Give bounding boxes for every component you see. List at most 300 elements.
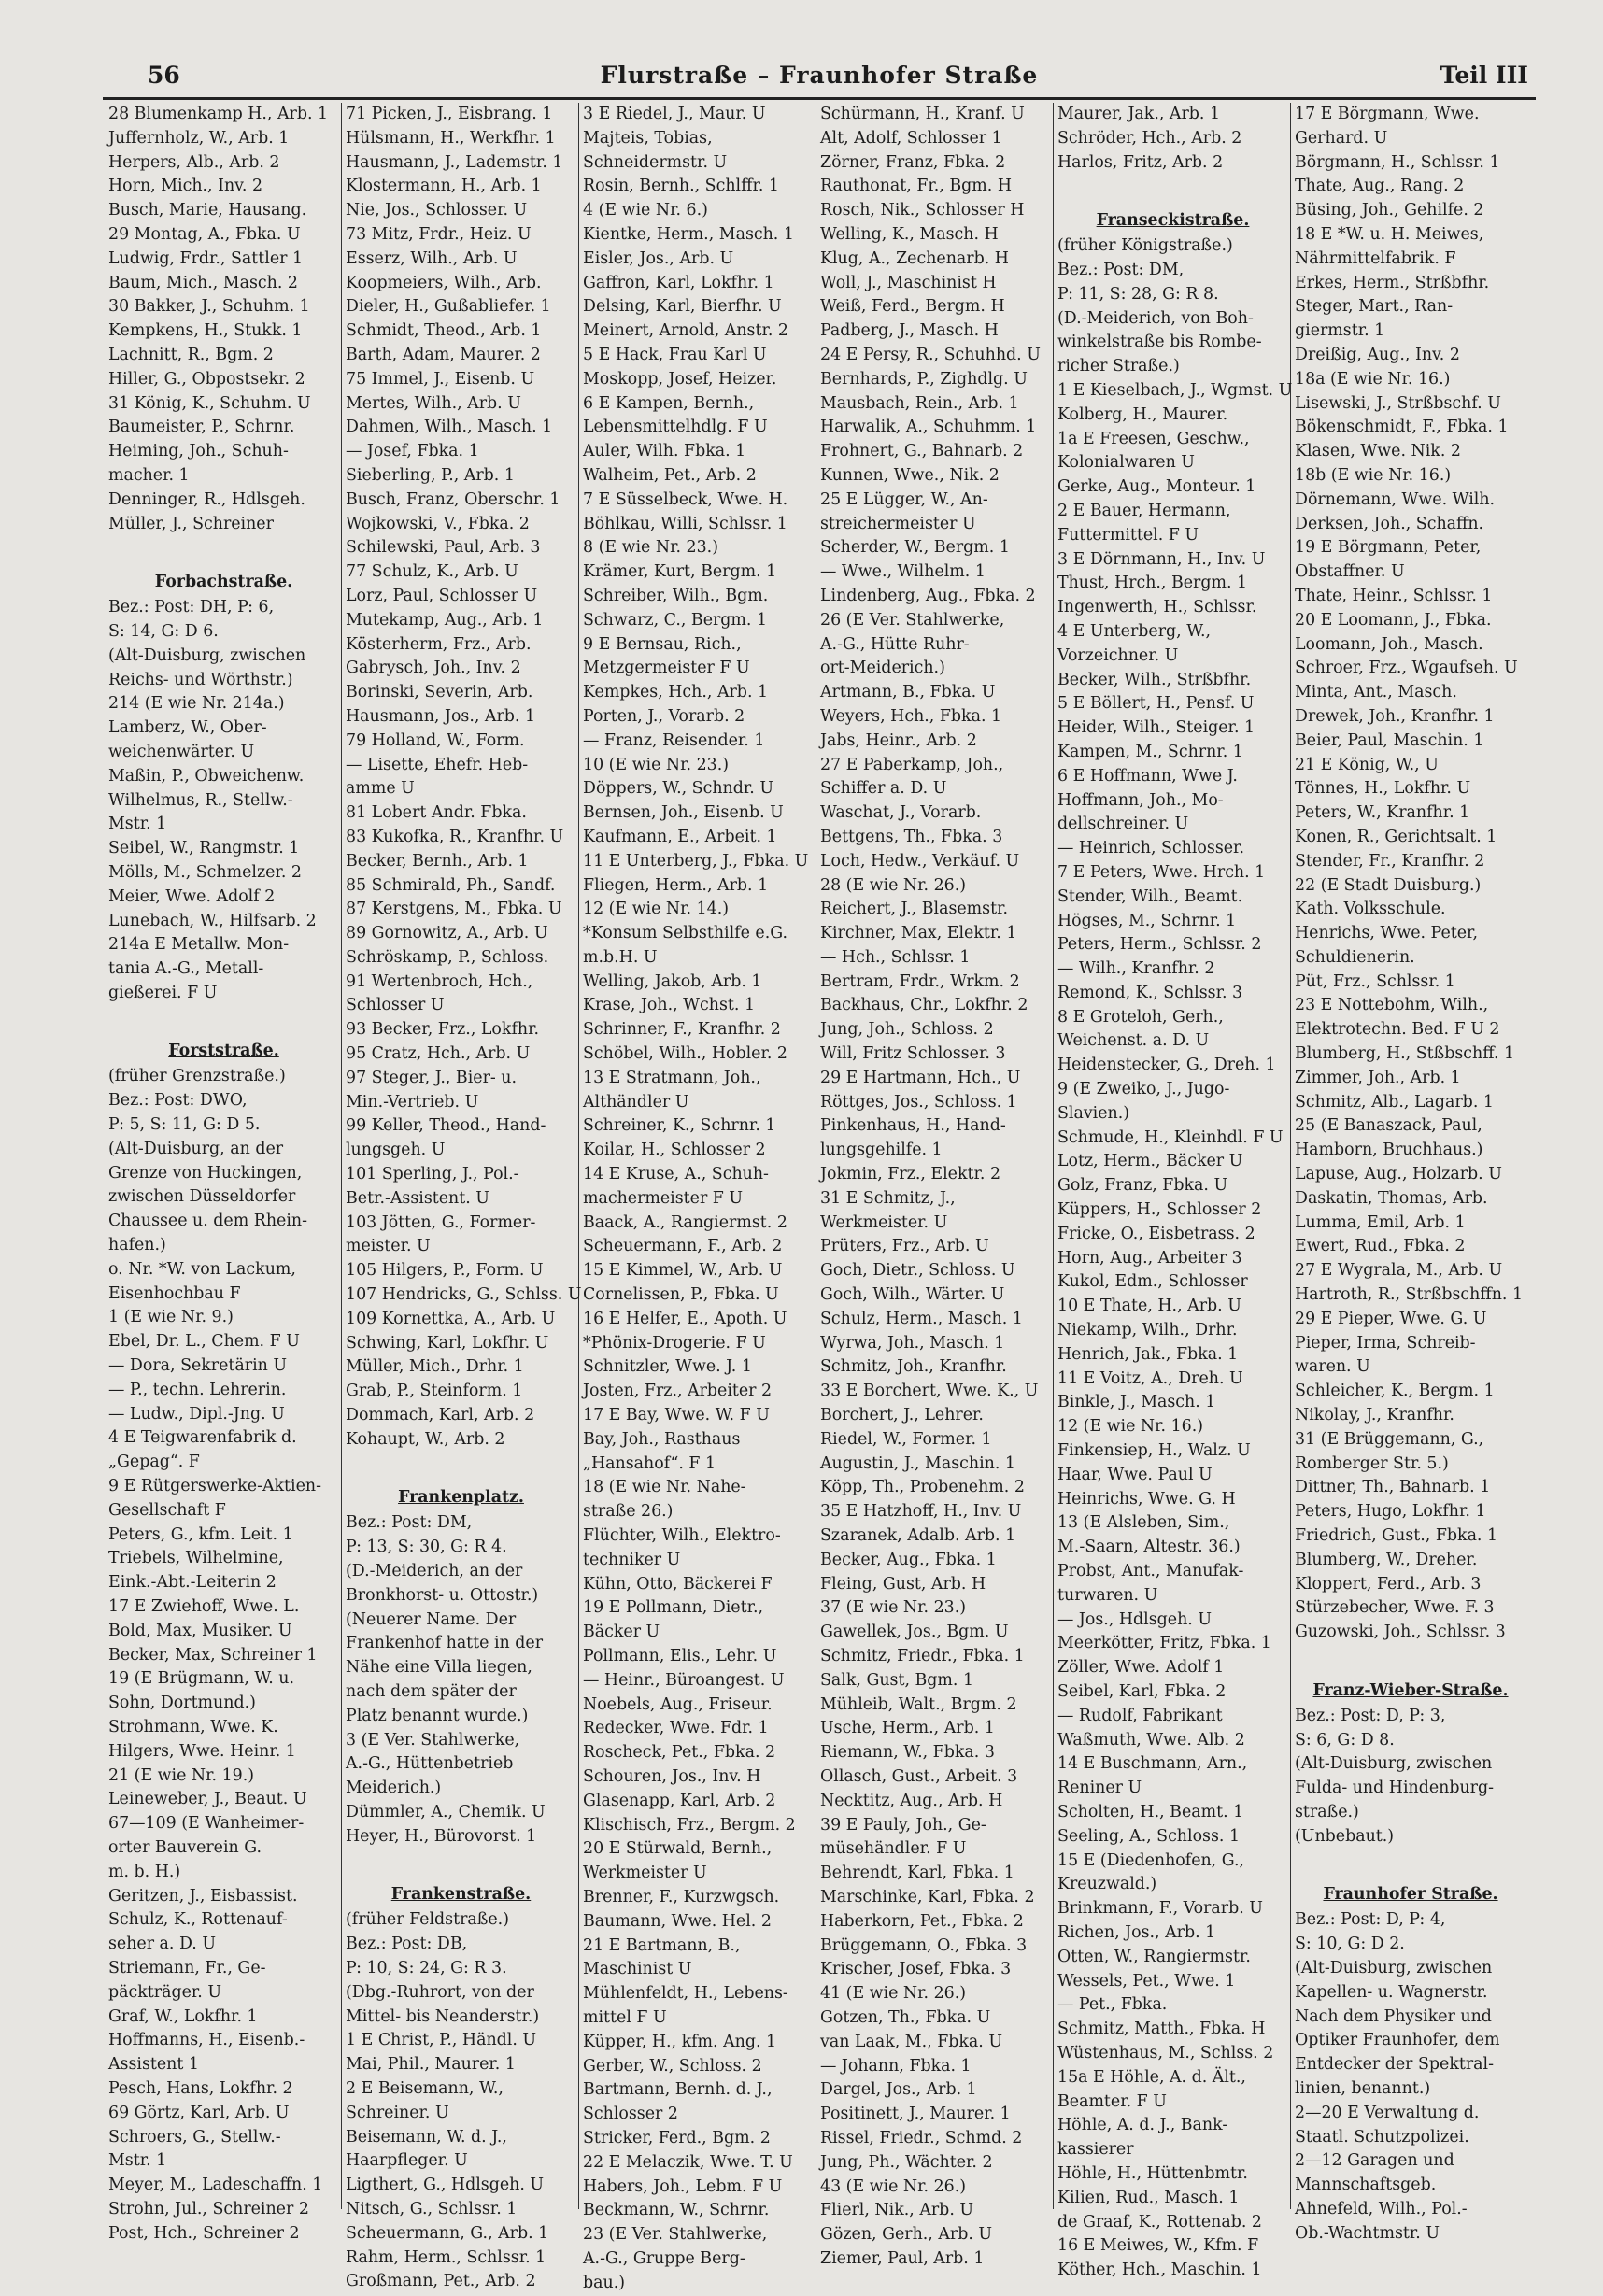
entry-line: Werkmeister U (583, 1864, 707, 1883)
street-heading: Franz-Wieber-Straße. (1312, 1680, 1509, 1700)
entry-line: 3 E Dörnmann, H., Inv. U (1057, 549, 1266, 569)
entry-line: 30 Bakker, J., Schuhm. 1 (108, 297, 310, 317)
entry-line: Auler, Wilh. Fbka. 1 (583, 442, 746, 461)
entry-line: — Rudolf, Fabrikant (1057, 1706, 1223, 1725)
entry-line: 14 E Kruse, A., Schuh- (583, 1165, 769, 1184)
entry-line: Flierl, Nik., Arb. U (820, 2201, 974, 2220)
page-title: Flurstraße – Fraunhofer Straße (600, 62, 1039, 89)
entry-line: Waschat, J., Vorarb. (820, 803, 982, 823)
entry-line: Striemann, Fr., Ge- (108, 1958, 266, 1977)
spacer (346, 1453, 576, 1477)
entry-line: Schreiner. U (346, 2103, 449, 2122)
street-heading: Forststraße. (168, 1042, 279, 1061)
entry-line: Meinert, Arnold, Anstr. 2 (583, 321, 788, 341)
spacer (1295, 1645, 1526, 1669)
entry-line: Hartroth, R., Strßbschffn. 1 (1295, 1285, 1524, 1305)
entry-line: Mertes, Wilh., Arb. U (346, 393, 521, 413)
entry-line: 35 E Hatzhoff, H., Inv. U (820, 1502, 1022, 1522)
entry-line: Schröder, Hch., Arb. 2 (1057, 128, 1242, 148)
entry-line: Thate, Aug., Rang. 2 (1295, 177, 1465, 196)
entry-line: 6 E Hoffmann, Wwe J. (1057, 766, 1238, 786)
entry-line: Gawellek, Jos., Bgm. U (820, 1623, 1009, 1642)
entry-line: 21 E König, W., U (1295, 755, 1439, 774)
entry-line: Wilhelmus, R., Stellw.- (108, 790, 293, 810)
entry-line: Lunebach, W., Hilfsarb. 2 (108, 911, 317, 930)
entry-line: Derksen, Joh., Schaffn. (1295, 514, 1484, 533)
entry-line: 97 Steger, J., Bier- u. (346, 1068, 518, 1087)
spacer (1057, 175, 1288, 199)
entry-line: Lindenberg, Aug., Fbka. 2 (820, 586, 1036, 605)
entry-line: 10 (E wie Nr. 23.) (583, 755, 730, 774)
entry-line: Reichert, J., Blasemstr. (820, 900, 1009, 919)
entry-line: Glasenapp, Karl, Arb. 2 (583, 1791, 776, 1810)
entry-line: 9 E Rütgerswerke-Aktien- (108, 1477, 321, 1496)
entry-line: lungsgeh. U (346, 1141, 446, 1160)
entry-line: Fliegen, Herm., Arb. 1 (583, 875, 769, 895)
entry-line: Hilgers, Wwe. Heinr. 1 (108, 1741, 296, 1761)
entry-line: Konen, R., Gerichtsalt. 1 (1295, 827, 1497, 846)
entry-line: Kath. Volksschule. (1295, 900, 1446, 919)
entry-line: Gerke, Aug., Monteur. 1 (1057, 477, 1256, 497)
entry-line: S: 14, G: D 6. (108, 621, 219, 641)
entry-line: Seibel, W., Rangmstr. 1 (108, 839, 300, 858)
entry-line: Brüggemann, O., Fbka. 3 (820, 1935, 1028, 1955)
entry-line: giermstr. 1 (1295, 321, 1385, 341)
entry-line: 214 (E wie Nr. 214a.) (108, 694, 285, 714)
entry-line: 1a E Freesen, Geschw., (1057, 429, 1250, 448)
entry-line: 18a (E wie Nr. 16.) (1295, 369, 1451, 389)
entry-line: Baumann, Wwe. Hel. 2 (583, 1911, 772, 1931)
entry-line: Josten, Frz., Arbeiter 2 (583, 1382, 773, 1401)
entry-line: Goch, Wilh., Wärter. U (820, 1285, 1005, 1305)
column-1 (105, 103, 342, 2243)
entry-line: Bernhards, P., Zighdlg. U (820, 369, 1028, 389)
entry-line: 17 E Zwiehoff, Wwe. L. (108, 1597, 300, 1617)
entry-line: Weyers, Hch., Fbka. 1 (820, 706, 1002, 726)
entry-line: Dommach, Karl, Arb. 2 (346, 1406, 535, 1425)
entry-line: Usche, Herm., Arb. 1 (820, 1719, 995, 1738)
entry-line: nach dem später der (346, 1682, 517, 1701)
entry-line: Harwalik, A., Schuhmm. 1 (820, 418, 1037, 437)
entry-line: seher a. D. U (108, 1935, 217, 1954)
entry-line: techniker U (583, 1550, 681, 1569)
entry-line: 22 (E Stadt Duisburg.) (1295, 875, 1482, 895)
entry-line: 2 E Bauer, Hermann, (1057, 501, 1231, 520)
entry-line: Schreiber, Wilh., Bgm. (583, 586, 769, 605)
entry-line: richer Straße.) (1057, 357, 1180, 376)
entry-line: Nie, Jos., Schlosser. U (346, 201, 528, 220)
entry-line: 31 E Schmitz, J., (820, 1188, 956, 1208)
entry-line: Platz benannt wurde.) (346, 1706, 529, 1725)
entry-line: Schleicher, K., Bergm. 1 (1295, 1382, 1495, 1401)
entry-line: Gözen, Gerh., Arb. U (820, 2225, 993, 2245)
entry-line: straße.) (1295, 1802, 1359, 1821)
entry-line: Henrichs, Wwe. Peter, (1295, 924, 1478, 943)
entry-line: 1 (E wie Nr. 9.) (108, 1308, 234, 1327)
entry-line: hafen.) (108, 1236, 166, 1255)
entry-line: Klischisch, Frz., Bergm. 2 (583, 1815, 796, 1835)
entry-line: Barth, Adam, Maurer. 2 (346, 345, 541, 364)
entry-line: Lachnitt, R., Bgm. 2 (108, 345, 274, 364)
entry-line: 2—12 Garagen und (1295, 2151, 1454, 2171)
entry-line: Schneidermstr. U (583, 152, 728, 172)
entry-line: (früher Königstraße.) (1057, 236, 1233, 256)
entry-line: Hoffmanns, H., Eisenb.- (108, 2031, 305, 2050)
entry-line: Schöbel, Wilh., Hobler. 2 (583, 1044, 787, 1064)
spacer (108, 1006, 339, 1030)
entry-line: 93 Becker, Frz., Lokfhr. (346, 1020, 540, 1040)
entry-line: — Jos., Hdlsgeh. U (1057, 1609, 1212, 1629)
entry-line: 2—20 E Verwaltung d. (1295, 2103, 1480, 2122)
entry-line: 3 E Riedel, J., Maur. U (583, 105, 766, 123)
entry-line: 9 (E Zweiko, J., Jugo- (1057, 1080, 1230, 1099)
entry-line: 11 E Voitz, A., Dreh. U (1057, 1368, 1243, 1388)
entry-line: Bay, Joh., Rasthaus (583, 1429, 741, 1449)
entry-line: 18 (E wie Nr. Nahe- (583, 1478, 746, 1497)
entry-line: Ewert, Rud., Fbka. 2 (1295, 1237, 1466, 1256)
entry-line: Optiker Fraunhofer, dem (1295, 2031, 1500, 2050)
entry-line: Pieper, Irma, Schreib- (1295, 1333, 1476, 1353)
entry-line: Heinrichs, Wwe. G. H (1057, 1489, 1236, 1509)
entry-line: Stürzebecher, Wwe. F. 3 (1295, 1598, 1495, 1618)
entry-line: 15a E Höhle, A. d. Ält., (1057, 2067, 1246, 2087)
entry-line: Dahmen, Wilh., Masch. 1 (346, 418, 553, 437)
entry-line: Zöller, Wwe. Adolf 1 (1057, 1658, 1225, 1678)
entry-line: Schrinner, F., Kranfhr. 2 (583, 1020, 781, 1040)
entry-line: Maurer, Jak., Arb. 1 (1057, 105, 1221, 123)
entry-line: amme U (346, 779, 415, 799)
entry-line: Min.-Vertrieb. U (346, 1092, 479, 1112)
entry-line: Futtermittel. F U (1057, 525, 1199, 545)
entry-line: Becker, Wilh., Strßbfhr. (1057, 670, 1252, 689)
entry-line: 13 E Stratmann, Joh., (583, 1068, 761, 1087)
entry-line: winkelstraße bis Rombe- (1057, 333, 1262, 352)
entry-line: 71 Picken, J., Eisbrang. 1 (346, 105, 553, 123)
entry-line: Heider, Wilh., Steiger. 1 (1057, 718, 1255, 738)
entry-line: 41 (E wie Nr. 26.) (820, 1984, 967, 2004)
entry-line: Obstaffner. U (1295, 562, 1405, 582)
entry-line: Eisler, Jos., Arb. U (583, 248, 734, 268)
entry-line: Borchert, J., Lehrer. (820, 1406, 984, 1425)
entry-line: Entdecker der Spektral- (1295, 2055, 1494, 2075)
entry-line: P: 10, S: 24, G: R 3. (346, 1958, 507, 1977)
entry-line: Reniner U (1057, 1779, 1142, 1798)
entry-line: Schwing, Karl, Lokfhr. U (346, 1333, 549, 1353)
entry-line: Ahnefeld, Wilh., Pol.- (1295, 2199, 1468, 2218)
entry-line: Grab, P., Steinform. 1 (346, 1382, 523, 1401)
entry-line: Mutekamp, Aug., Arb. 1 (346, 610, 544, 630)
entry-line: 13 (E Alsleben, Sim., (1057, 1513, 1230, 1533)
entry-line: Blumberg, W., Dreher. (1295, 1550, 1478, 1569)
entry-line: Ollasch, Gust., Arbeit. 3 (820, 1766, 1018, 1786)
entry-line: 95 Cratz, Hch., Arb. U (346, 1044, 531, 1064)
entry-line: Beamter. F U (1057, 2091, 1167, 2111)
entry-line: (Alt-Duisburg, an der (108, 1139, 284, 1158)
entry-line: Beier, Paul, Maschin. 1 (1295, 730, 1484, 750)
street-heading: Fraunhofer Straße. (1323, 1885, 1498, 1905)
entry-line: Thate, Heinr., Schlssr. 1 (1295, 586, 1493, 605)
entry-line: Bez.: Post: D, P: 3, (1295, 1706, 1446, 1725)
entry-line: 107 Hendricks, G., Schlss. U (346, 1285, 582, 1305)
entry-line: Binkle, J., Masch. 1 (1057, 1393, 1216, 1412)
entry-line: 91 Wertenbroch, Hch., (346, 971, 533, 991)
entry-line: — Heinrich, Schlosser. (1057, 839, 1244, 858)
entry-line: Bold, Max, Musiker. U (108, 1621, 292, 1640)
entry-line: Schuldienerin. (1295, 947, 1415, 967)
street-heading: Frankenplatz. (398, 1488, 524, 1508)
entry-line: Mölls, M., Schmelzer. 2 (108, 862, 302, 882)
entry-line: Horn, Aug., Arbeiter 3 (1057, 1248, 1242, 1268)
entry-line: — Josef, Fbka. 1 (346, 442, 479, 461)
entry-line: 19 E Pollmann, Dietr., (583, 1598, 764, 1618)
entry-line: Zimmer, Joh., Arb. 1 (1295, 1068, 1461, 1087)
entry-line: (früher Feldstraße.) (346, 1910, 509, 1930)
entry-line: Probst, Ant., Manufak- (1057, 1562, 1244, 1581)
entry-line: Lapuse, Aug., Holzarb. U (1295, 1165, 1502, 1184)
entry-line: Henrich, Jak., Fbka. 1 (1057, 1344, 1239, 1364)
entry-line: Drewek, Joh., Kranfhr. 1 (1295, 706, 1495, 726)
entry-line: Bez.: Post: DM, (346, 1513, 473, 1533)
entry-line: Scherder, W., Bergm. 1 (820, 538, 1010, 558)
entry-line: Nikolay, J., Kranfhr. (1295, 1406, 1454, 1425)
entry-line: (Alt-Duisburg, zwischen (1295, 1754, 1493, 1774)
entry-line: Scheuermann, F., Arb. 2 (583, 1237, 783, 1256)
entry-line: de Graaf, K., Rottenab. 2 (1057, 2212, 1262, 2232)
entry-line: Klasen, Wwe. Nik. 2 (1295, 442, 1461, 461)
entry-line: Lorz, Paul, Schlosser U (346, 586, 538, 605)
street-heading: Forbachstraße. (154, 573, 293, 592)
entry-line: 29 E Pieper, Wwe. G. U (1295, 1309, 1487, 1328)
entry-line: 11 E Unterberg, J., Fbka. U (583, 851, 809, 871)
entry-line: Heyer, H., Bürovorst. 1 (346, 1826, 537, 1846)
entry-line: Habers, Joh., Lebm. F U (583, 2176, 783, 2196)
entry-line: P: 11, S: 28, G: R 8. (1057, 284, 1219, 304)
entry-line: Haar, Wwe. Paul U (1057, 1465, 1213, 1484)
spacer (108, 536, 339, 560)
entry-line: Remond, K., Schlssr. 3 (1057, 983, 1243, 1002)
entry-line: Mühlenfeldt, H., Lebens- (583, 1984, 788, 2004)
entry-line: 19 E Börgmann, Peter, (1295, 538, 1482, 558)
entry-line: 16 E Helfer, E., Apoth. U (583, 1309, 787, 1328)
entry-line: 75 Immel, J., Eisenb. U (346, 369, 535, 389)
entry-line: Rosch, Nik., Schlosser H (820, 201, 1025, 220)
entry-line: Klostermann, H., Arb. 1 (346, 177, 542, 196)
entry-line: Sieberling, P., Arb. 1 (346, 465, 515, 485)
entry-line: Maßin, P., Obweichenw. (108, 766, 305, 786)
entry-line: 3 (E Ver. Stahlwerke, (346, 1730, 520, 1750)
entry-line: Denninger, R., Hdlsgeh. (108, 489, 305, 509)
entry-line: 16 E Meiwes, W., Kfm. F (1057, 2236, 1259, 2256)
entry-line: Brinkmann, F., Vorarb. U (1057, 1899, 1263, 1919)
entry-line: dellschreiner. U (1057, 815, 1189, 834)
entry-line: Juffernholz, W., Arb. 1 (108, 128, 290, 148)
entry-line: Prüters, Frz., Arb. U (820, 1237, 989, 1256)
entry-line: 109 Kornettka, A., Arb. U (346, 1309, 556, 1328)
entry-line: Kukol, Edm., Schlosser (1057, 1272, 1248, 1292)
entry-line: waren. U (1295, 1357, 1370, 1377)
entry-line: Schnitzler, Wwe. J. 1 (583, 1357, 752, 1377)
entry-line: S: 10, G: D 2. (1295, 1935, 1405, 1954)
entry-line: Pollmann, Elis., Lehr. U (583, 1647, 777, 1665)
entry-line: 31 König, K., Schuhm. U (108, 393, 311, 413)
entry-line: — Dora, Sekretärin U (108, 1356, 288, 1376)
entry-line: 10 E Thate, H., Arb. U (1057, 1297, 1241, 1316)
entry-line: — Pet., Fbka. (1057, 1995, 1168, 2015)
entry-line: 28 Blumenkamp H., Arb. 1 (108, 105, 329, 123)
entry-line: Dittner, Th., Bahnarb. 1 (1295, 1478, 1491, 1497)
entry-line: Bökenschmidt, F., Fbka. 1 (1295, 418, 1509, 437)
entry-line: 24 E Persy, R., Schuhhd. U (820, 345, 1041, 364)
entry-line: 26 (E Ver. Stahlwerke, (820, 610, 1005, 630)
entry-line: Kirchner, Max, Elektr. 1 (820, 924, 1017, 943)
entry-line: Golz, Franz, Fbka. U (1057, 1176, 1228, 1196)
entry-line: Bez.: Post: DM, (1057, 260, 1185, 279)
entry-line: Mstr. 1 (108, 815, 167, 834)
entry-line: Schmitz, Matth., Fbka. H (1057, 2020, 1266, 2039)
entry-line: 73 Mitz, Frdr., Heiz. U (346, 224, 532, 244)
entry-line: (D.-Meiderich, an der (346, 1562, 523, 1581)
entry-line: 4 (E wie Nr. 6.) (583, 201, 708, 220)
entry-line: Artmann, B., Fbka. U (820, 683, 996, 702)
entry-line: meister. U (346, 1237, 431, 1256)
entry-line: 15 E Kimmel, W., Arb. U (583, 1261, 783, 1281)
entry-line: Gesellschaft F (108, 1500, 226, 1520)
entry-line: streichermeister U (820, 514, 976, 533)
entry-line: orter Bauverein G. (108, 1837, 262, 1857)
entry-line: 17 E Bay, Wwe. W. F U (583, 1406, 770, 1425)
entry-line: Peters, W., Kranfhr. 1 (1295, 803, 1470, 823)
entry-line: 5 E Hack, Frau Karl U (583, 345, 767, 364)
entry-line: 4 E Teigwarenfabrik d. (108, 1428, 297, 1448)
entry-line: Welling, K., Masch. H (820, 224, 999, 244)
entry-line: o. Nr. *W. von Lackum, (108, 1259, 296, 1279)
entry-line: Majteis, Tobias, (583, 128, 713, 148)
entry-line: Betr.-Assistent. U (346, 1188, 489, 1208)
entry-line: 15 E (Diedenhofen, G., (1057, 1850, 1245, 1870)
entry-line: 2 E Beisemann, W., (346, 2078, 504, 2098)
entry-line: Seeling, A., Schloss. 1 (1057, 1826, 1241, 1846)
entry-line: (Dbg.-Ruhrort, von der (346, 1982, 534, 2002)
entry-line: 79 Holland, W., Form. (346, 730, 525, 750)
entry-line: Harlos, Fritz, Arb. 2 (1057, 152, 1224, 172)
entry-line: 21 E Bartmann, B., (583, 1935, 741, 1955)
entry-line: Post, Hch., Schreiner 2 (108, 2223, 300, 2243)
entry-line: Triebels, Wilhelmine, (108, 1549, 284, 1568)
entry-line: Metzgermeister F U (583, 659, 750, 678)
entry-line: Grenze von Huckingen, (108, 1163, 303, 1183)
entry-line: Krase, Joh., Wchst. 1 (583, 996, 756, 1015)
entry-line: Leineweber, J., Beaut. U (108, 1790, 307, 1809)
entry-line: 89 Gornowitz, A., Arb. U (346, 924, 548, 943)
entry-line: Koilar, H., Schlosser 2 (583, 1141, 766, 1160)
entry-line: Lebensmittelhdlg. F U (583, 418, 768, 437)
column-5 (1054, 103, 1293, 2280)
entry-line: 77 Schulz, K., Arb. U (346, 562, 518, 582)
entry-line: Padberg, J., Masch. H (820, 321, 999, 341)
entry-line: Koopmeiers, Wilh., Arb. (346, 273, 542, 292)
entry-line: Woll, J., Maschinist H (820, 273, 997, 292)
entry-line: 6 E Kampen, Bernh., (583, 393, 755, 413)
entry-line: Bartmann, Bernh. d. J., (583, 2080, 773, 2100)
entry-line: gießerei. F U (108, 983, 218, 1002)
entry-line: Schroer, Frz., Wgaufseh. U (1295, 659, 1518, 678)
entry-line: Müller, Mich., Drhr. 1 (346, 1357, 524, 1377)
entry-line: Kilien, Rud., Masch. 1 (1057, 2188, 1240, 2207)
entry-line: Maschinist U (583, 1960, 692, 1979)
entry-line: päckträger. U (108, 1982, 221, 2002)
entry-line: 81 Lobert Andr. Fbka. (346, 803, 527, 823)
entry-line: „Gepag“. F (108, 1453, 200, 1472)
entry-line: Schmitz, Alb., Lagarb. 1 (1295, 1092, 1494, 1112)
entry-line: Staatl. Schutzpolizei. (1295, 2127, 1469, 2147)
entry-line: Schroers, G., Stellw.- (108, 2127, 281, 2147)
entry-line: 23 (E Ver. Stahlwerke, (583, 2225, 768, 2245)
entry-line: Frohnert, G., Bahnarb. 2 (820, 442, 1024, 461)
entry-line: Schlosser 2 (583, 2105, 678, 2124)
entry-line: (Unbebaut.) (1295, 1826, 1395, 1846)
entry-line: Mannschaftsgeb. (1295, 2176, 1437, 2195)
entry-line: Herpers, Alb., Arb. 2 (108, 152, 280, 172)
entry-line: mittel F U (583, 2007, 667, 2027)
entry-line: 18 E *W. u. H. Meiwes, (1295, 224, 1484, 244)
entry-line: Fricke, O., Eisbetrass. 2 (1057, 1224, 1255, 1243)
entry-line: Welling, Jakob, Arb. 1 (583, 971, 762, 991)
entry-line: 25 (E Banaszack, Paul, (1295, 1116, 1482, 1136)
entry-line: Vorzeichner. U (1057, 645, 1179, 665)
entry-line: 25 E Lügger, W., An- (820, 489, 988, 509)
entry-line: Will, Fritz Schlosser. 3 (820, 1044, 1006, 1064)
entry-line: Loomann, Joh., Masch. (1295, 634, 1483, 654)
entry-line: Alt, Adolf, Schlosser 1 (820, 128, 1002, 148)
entry-line: Schmitz, Friedr., Fbka. 1 (820, 1647, 1025, 1665)
entry-line: 27 E Paberkamp, Joh., (820, 755, 1004, 774)
entry-line: Otten, W., Rangiermstr. (1057, 1947, 1251, 1966)
entry-line: Zörner, Franz, Fbka. 2 (820, 152, 1006, 172)
entry-line: Backhaus, Chr., Lokfhr. 2 (820, 996, 1028, 1015)
entry-line: Romberger Str. 5.) (1295, 1453, 1449, 1473)
entry-line: Waßmuth, Wwe. Alb. 2 (1057, 1730, 1245, 1750)
entry-line: Positinett, J., Maurer. 1 (820, 2105, 1011, 2124)
entry-line: „Hansahof“. F 1 (583, 1453, 716, 1473)
entry-line: Rahm, Herm., Schlssr. 1 (346, 2247, 546, 2267)
entry-line: Gabrysch, Joh., Inv. 2 (346, 659, 521, 678)
entry-line: Loch, Hedw., Verkäuf. U (820, 851, 1020, 871)
entry-line: Dreißig, Aug., Inv. 2 (1295, 345, 1460, 364)
entry-line: Kühn, Otto, Bäckerei F (583, 1574, 773, 1594)
entry-line: Lotz, Herm., Bäcker U (1057, 1152, 1243, 1171)
entry-line: Kreuzwald.) (1057, 1875, 1157, 1894)
entry-line: M.-Saarn, Altestr. 36.) (1057, 1538, 1241, 1557)
entry-line: Schlosser U (346, 996, 445, 1015)
entry-line: Behrendt, Karl, Fbka. 1 (820, 1864, 1014, 1883)
entry-line: Necktitz, Aug., Arb. H (820, 1791, 1003, 1810)
entry-line: (früher Grenzstraße.) (108, 1067, 286, 1086)
entry-line: Strohn, Jul., Schreiner 2 (108, 2199, 309, 2218)
entry-line: Hausmann, Jos., Arb. 1 (346, 706, 536, 726)
entry-line: — Lisette, Ehefr. Heb- (346, 755, 529, 774)
entry-line: Baack, A., Rangiermst. 2 (583, 1212, 787, 1232)
entry-line: Nähe eine Villa liegen, (346, 1658, 532, 1678)
entry-line: Röttges, Jos., Schloss. 1 (820, 1092, 1017, 1112)
entry-line: Börgmann, H., Schlssr. 1 (1295, 152, 1500, 172)
entry-line: — Ludw., Dipl.-Jng. U (108, 1404, 285, 1424)
entry-line: Jung, Ph., Wächter. 2 (820, 2152, 993, 2172)
entry-line: 12 (E wie Nr. 16.) (1057, 1417, 1204, 1437)
entry-line: — Hch., Schlssr. 1 (820, 947, 971, 967)
entry-line: Lisewski, J., Strßbschf. U (1295, 393, 1501, 413)
entry-line: Schreiner, K., Schrnr. 1 (583, 1116, 776, 1136)
entry-line: Küpper, H., kfm. Ang. 1 (583, 2032, 777, 2051)
